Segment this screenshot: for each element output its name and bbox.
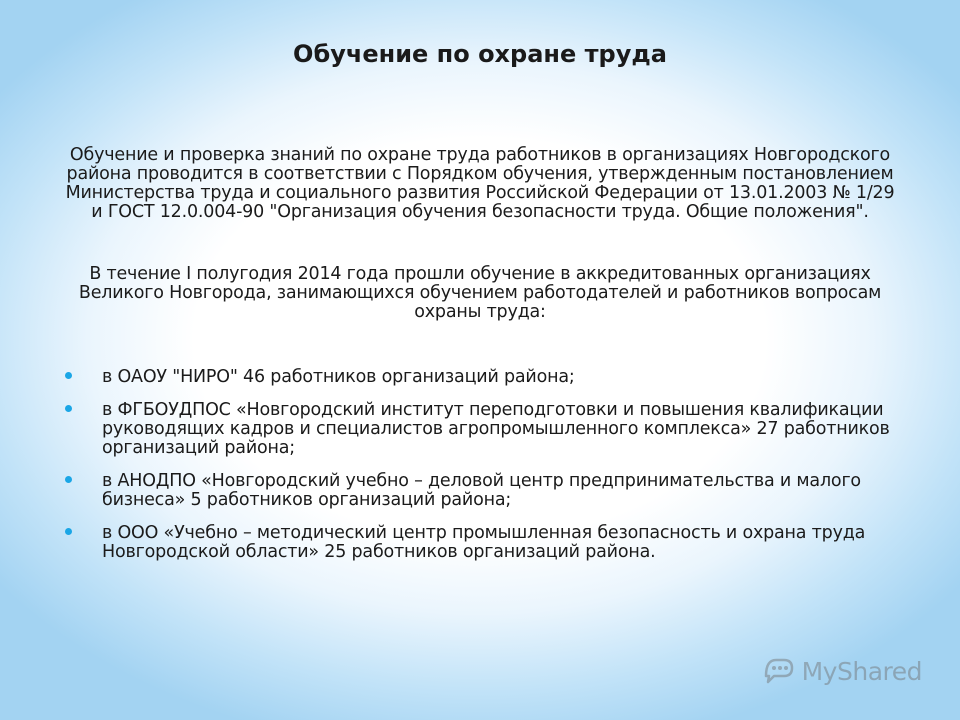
watermark-text: MyShared xyxy=(801,656,922,686)
list-item-text: в ООО «Учебно – методический центр промышленная безопасность и охрана труда Новгородской области» 25 работников организаций района. xyxy=(102,523,866,562)
myshared-logo-icon xyxy=(762,654,796,688)
training-organizations-list xyxy=(62,368,902,576)
list-item-text: в ОАОУ "НИРО" 46 работников организаций района; xyxy=(102,367,575,387)
list-item xyxy=(62,368,902,387)
list-item xyxy=(62,524,902,562)
slide-title: Обучение по охране труда xyxy=(293,40,667,68)
myshared-watermark xyxy=(762,654,922,688)
training-summary-paragraph: В течение I полугодия 2014 года прошли обучение в аккредитованных организациях Великого Новгорода, занимающихся обучением работодателей и работников вопросам охраны труда: xyxy=(78,264,882,322)
bullet-icon xyxy=(65,372,72,379)
intro-paragraph: Обучение и проверка знаний по охране труда работников в организациях Новгородского района проводится в соответствии с Порядком обучения, утвержденным постановлением Министерства труда и социального развития Российской Федерации от 13.01.2003 № 1/29 и ГОСТ 12.0.004-90 "Организация обучения безопасности труда. Общие положения". xyxy=(65,145,895,222)
list-item-text: в АНОДПО «Новгородский учебно – деловой центр предпринимательства и малого бизнеса» 5 работников организаций района; xyxy=(102,471,861,510)
list-item-text: в ФГБОУДПОС «Новгородский институт переподготовки и повышения квалификации руководящих кадров и специалистов агропромышленного комплекса» 27 работников организаций района; xyxy=(102,400,890,458)
bullet-icon xyxy=(65,405,72,412)
list-item xyxy=(62,401,902,458)
list-item xyxy=(62,472,902,510)
bullet-icon xyxy=(65,476,72,483)
bullet-icon xyxy=(65,528,72,535)
